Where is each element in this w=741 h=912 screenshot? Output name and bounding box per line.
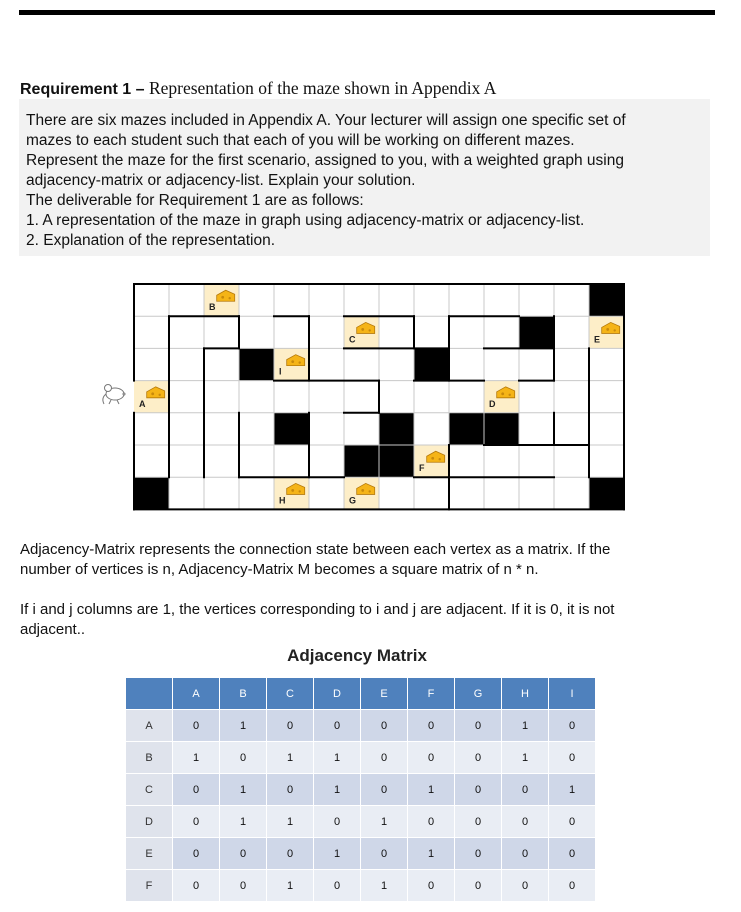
matrix-cell: 0 bbox=[502, 838, 548, 869]
matrix-cell: 0 bbox=[455, 742, 501, 773]
matrix-cell: 1 bbox=[220, 774, 266, 805]
matrix-cell: 1 bbox=[502, 742, 548, 773]
maze-blocked-cell bbox=[519, 316, 554, 348]
matrix-cell: 0 bbox=[267, 774, 313, 805]
maze-node-label: H bbox=[279, 495, 286, 506]
matrix-cell: 0 bbox=[502, 774, 548, 805]
matrix-cell: 0 bbox=[173, 710, 219, 741]
mouse-icon bbox=[103, 385, 125, 405]
matrix-row-header: C bbox=[126, 774, 172, 805]
matrix-cell: 0 bbox=[502, 806, 548, 837]
matrix-cell: 0 bbox=[361, 742, 407, 773]
matrix-column-header: H bbox=[502, 678, 548, 709]
requirement-line: The deliverable for Requirement 1 are as follows: bbox=[26, 192, 364, 209]
cheese-hole bbox=[501, 392, 504, 395]
cheese-hole bbox=[369, 329, 371, 331]
cheese-hole bbox=[221, 296, 224, 299]
maze-blocked-cell bbox=[589, 284, 624, 316]
matrix-cell: 1 bbox=[267, 870, 313, 901]
requirement-line: There are six mazes included in Appendix A. Your lecturer will assign one specific set of bbox=[26, 112, 626, 129]
cheese-hole bbox=[229, 297, 231, 299]
matrix-cell: 0 bbox=[361, 838, 407, 869]
matrix-column-header: B bbox=[220, 678, 266, 709]
matrix-cell: 0 bbox=[408, 742, 454, 773]
matrix-cell: 1 bbox=[361, 870, 407, 901]
cheese-hole bbox=[159, 394, 161, 396]
adjacency-rule bbox=[20, 600, 710, 640]
matrix-cell: 1 bbox=[173, 742, 219, 773]
matrix-cell: 0 bbox=[455, 838, 501, 869]
matrix-cell: 0 bbox=[314, 870, 360, 901]
matrix-cell: 0 bbox=[173, 806, 219, 837]
matrix-explanation bbox=[20, 540, 710, 580]
matrix-cell: 0 bbox=[455, 806, 501, 837]
maze-blocked-cell bbox=[589, 477, 624, 509]
requirement-line: adjacency-matrix or adjacency-list. Explain your solution. bbox=[26, 172, 416, 189]
matrix-row bbox=[126, 806, 595, 837]
cheese-hole bbox=[439, 458, 441, 460]
maze-blocked-cell bbox=[449, 413, 484, 445]
matrix-row-header: A bbox=[126, 710, 172, 741]
matrix-row bbox=[126, 870, 595, 901]
matrix-cell: 1 bbox=[361, 806, 407, 837]
matrix-cell: 0 bbox=[220, 742, 266, 773]
matrix-cell: 0 bbox=[455, 870, 501, 901]
matrix-cell: 1 bbox=[267, 742, 313, 773]
cheese-hole bbox=[291, 360, 294, 363]
cheese-hole bbox=[509, 394, 511, 396]
matrix-cell: 0 bbox=[314, 806, 360, 837]
maze-blocked-cell bbox=[239, 348, 274, 380]
matrix-cell: 0 bbox=[549, 838, 595, 869]
maze-node-label: C bbox=[349, 334, 356, 345]
matrix-cell: 0 bbox=[173, 838, 219, 869]
matrix-column-header: G bbox=[455, 678, 501, 709]
matrix-cell: 1 bbox=[314, 742, 360, 773]
matrix-row bbox=[126, 838, 595, 869]
cheese-hole bbox=[369, 490, 371, 492]
cheese-hole bbox=[361, 328, 364, 331]
requirement-title: Representation of the maze shown in Appendix A bbox=[148, 78, 497, 98]
maze-node-label: D bbox=[489, 398, 496, 409]
maze-node-label: B bbox=[209, 302, 216, 313]
matrix-cell: 0 bbox=[408, 806, 454, 837]
matrix-cell: 0 bbox=[502, 870, 548, 901]
requirement-label: Requirement 1 – bbox=[20, 81, 145, 98]
matrix-cell: 1 bbox=[502, 710, 548, 741]
matrix-cell: 1 bbox=[267, 806, 313, 837]
matrix-column-header: C bbox=[267, 678, 313, 709]
matrix-cell: 0 bbox=[549, 710, 595, 741]
matrix-column-header: I bbox=[549, 678, 595, 709]
maze-blocked-cell bbox=[344, 445, 379, 477]
matrix-cell: 0 bbox=[220, 838, 266, 869]
adjacency-matrix-table bbox=[125, 677, 596, 902]
explanation-line: Adjacency-Matrix represents the connection state between each vertex as a matrix. If the bbox=[20, 541, 611, 558]
matrix-row bbox=[126, 774, 595, 805]
matrix-cell: 0 bbox=[549, 742, 595, 773]
rule-line: adjacent.. bbox=[20, 621, 86, 638]
maze-node-label: I bbox=[279, 366, 282, 377]
maze-diagram bbox=[97, 280, 625, 512]
matrix-title: Adjacency Matrix bbox=[287, 646, 427, 665]
top-rule bbox=[19, 10, 715, 15]
matrix-cell: 1 bbox=[220, 710, 266, 741]
cheese-hole bbox=[361, 489, 364, 492]
requirement-line: mazes to each student such that each of you will be working on different mazes. bbox=[26, 132, 575, 149]
requirement-line: 1. A representation of the maze in graph using adjacency-matrix or adjacency-list. bbox=[26, 212, 585, 229]
requirement-box bbox=[19, 99, 710, 256]
requirement-heading bbox=[20, 78, 496, 99]
matrix-cell: 0 bbox=[314, 710, 360, 741]
matrix-cell: 1 bbox=[220, 806, 266, 837]
cheese-hole bbox=[151, 392, 154, 395]
matrix-column-header: F bbox=[408, 678, 454, 709]
matrix-row-header: E bbox=[126, 838, 172, 869]
matrix-cell: 0 bbox=[173, 774, 219, 805]
maze-node-label: F bbox=[419, 463, 425, 474]
matrix-row bbox=[126, 742, 595, 773]
matrix-column-header: E bbox=[361, 678, 407, 709]
matrix-corner-cell bbox=[126, 678, 172, 709]
matrix-cell: 1 bbox=[314, 838, 360, 869]
matrix-cell: 0 bbox=[361, 710, 407, 741]
cheese-hole bbox=[291, 489, 294, 492]
maze-blocked-cell bbox=[274, 413, 309, 445]
matrix-cell: 0 bbox=[267, 710, 313, 741]
matrix-cell: 1 bbox=[314, 774, 360, 805]
maze-node-label: E bbox=[594, 334, 601, 345]
cheese-hole bbox=[431, 457, 434, 460]
requirement-line: Represent the maze for the first scenario, assigned to you, with a weighted graph using bbox=[26, 152, 624, 169]
cheese-hole bbox=[606, 328, 609, 331]
maze-node-label: A bbox=[139, 398, 146, 409]
maze-blocked-cell bbox=[414, 348, 449, 380]
matrix-row bbox=[126, 710, 595, 741]
maze-node-label: G bbox=[349, 495, 357, 506]
matrix-cell: 0 bbox=[267, 838, 313, 869]
matrix-cell: 0 bbox=[408, 710, 454, 741]
maze-blocked-cell bbox=[379, 413, 414, 445]
maze-blocked-cell bbox=[379, 445, 414, 477]
requirement-line: 2. Explanation of the representation. bbox=[26, 232, 276, 249]
matrix-cell: 0 bbox=[549, 870, 595, 901]
maze-blocked-cell bbox=[484, 413, 519, 445]
matrix-cell: 0 bbox=[408, 870, 454, 901]
explanation-line: number of vertices is n, Adjacency-Matrix M becomes a square matrix of n * n. bbox=[20, 561, 539, 578]
cheese-hole bbox=[299, 490, 301, 492]
rule-line: If i and j columns are 1, the vertices corresponding to i and j are adjacent. If it is 0, it is not bbox=[20, 601, 615, 618]
matrix-cell: 0 bbox=[549, 806, 595, 837]
matrix-row-header: D bbox=[126, 806, 172, 837]
maze-blocked-cell bbox=[134, 477, 169, 509]
matrix-row-header: F bbox=[126, 870, 172, 901]
matrix-column-header: A bbox=[173, 678, 219, 709]
matrix-cell: 0 bbox=[361, 774, 407, 805]
matrix-cell: 0 bbox=[455, 774, 501, 805]
matrix-cell: 1 bbox=[408, 774, 454, 805]
matrix-column-header: D bbox=[314, 678, 360, 709]
cheese-hole bbox=[299, 361, 301, 363]
cheese-hole bbox=[614, 329, 616, 331]
matrix-cell: 0 bbox=[455, 710, 501, 741]
matrix-cell: 1 bbox=[408, 838, 454, 869]
matrix-row-header: B bbox=[126, 742, 172, 773]
matrix-cell: 0 bbox=[220, 870, 266, 901]
matrix-cell: 1 bbox=[549, 774, 595, 805]
matrix-cell: 0 bbox=[173, 870, 219, 901]
